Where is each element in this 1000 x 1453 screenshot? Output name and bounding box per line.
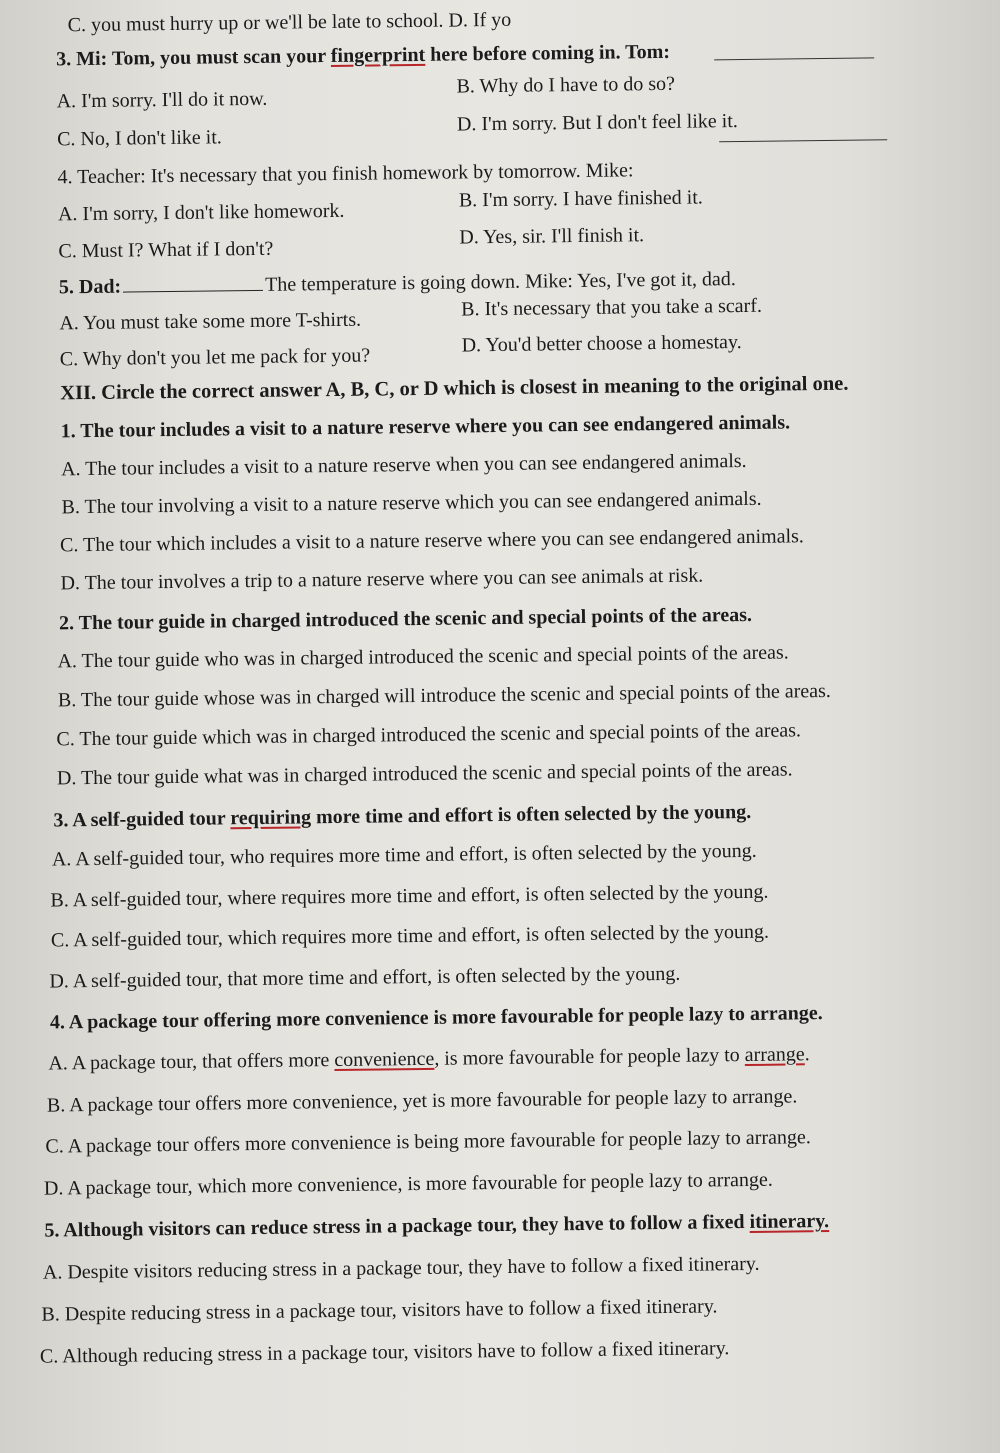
q4-option-b[interactable]: B. I'm sorry. I have finished it. — [458, 186, 703, 212]
prev-option-c: C. you must hurry up or we'll be late to school. D. If yo — [67, 8, 512, 37]
q3-option-d[interactable]: D. I'm sorry. But I don't feel like it. — [456, 110, 738, 136]
s5-option-c[interactable]: C. Although reducing stress in a package tour, visitors have to follow a fixed itinerary. — [39, 1337, 730, 1368]
s3-option-b[interactable]: B. A self-guided tour, where requires more time and effort, is often selected by the young. — [50, 880, 769, 912]
s1-stem: 1. The tour includes a visit to a nature reserve where you can see endangered animals. — [60, 411, 791, 443]
s1-option-d[interactable]: D. The tour involves a trip to a nature reserve where you can see animals at risk. — [60, 564, 704, 595]
s4-option-b[interactable]: B. A package tour offers more convenience, yet is more favourable for people lazy to arrange. — [46, 1085, 798, 1117]
s3-option-d[interactable]: D. A self-guided tour, that more time and effort, is often selected by the young. — [49, 962, 681, 993]
q4-option-c[interactable]: C. Must I? What if I don't? — [58, 237, 274, 263]
s4-option-a[interactable]: A. A package tour, that offers more convenience, is more favourable for people lazy to arrange. — [48, 1043, 810, 1075]
s4-underlined-arrange: arrange — [744, 1043, 805, 1067]
s2-option-a[interactable]: A. The tour guide who was in charged introduced the scenic and special points of the areas. — [57, 641, 789, 673]
s3-option-a[interactable]: A. A self-guided tour, who requires more time and effort, is often selected by the young. — [51, 839, 757, 871]
q3-option-b[interactable]: B. Why do I have to do so? — [456, 72, 676, 98]
s3-option-c[interactable]: C. A self-guided tour, which requires more time and effort, is often selected by the young. — [50, 920, 770, 952]
s1-option-b[interactable]: B. The tour involving a visit to a nature reserve which you can see endangered animals. — [61, 487, 762, 519]
s2-option-d[interactable]: D. The tour guide what was in charged introduced the scenic and special points of the areas. — [56, 758, 793, 790]
q4-stem: 4. Teacher: It's necessary that you finish homework by tomorrow. Mike: — [57, 159, 634, 189]
s4-underlined-convenience: convenience — [334, 1047, 435, 1072]
q5-option-d[interactable]: D. You'd better choose a homestay. — [461, 331, 742, 357]
s5-stem: 5. Although visitors can reduce stress in a package tour, they have to follow a fixed itinerary. — [44, 1210, 830, 1242]
s3-stem: 3. A self-guided tour requiring more time and effort is often selected by the young. — [53, 800, 752, 832]
s5-option-b[interactable]: B. Despite reducing stress in a package tour, visitors have to follow a fixed itinerary. — [41, 1295, 718, 1326]
q3-stem: 3. Mi: Tom, you must scan your fingerprint here before coming in. Tom: — [56, 40, 671, 71]
q5-answer-blank — [123, 274, 263, 293]
q3-underlined-word: fingerprint — [330, 43, 426, 68]
s2-stem: 2. The tour guide in charged introduced the scenic and special points of the areas. — [58, 603, 753, 635]
q5-option-b[interactable]: B. It's necessary that you take a scarf. — [461, 294, 763, 321]
q4-answer-blank — [719, 139, 887, 142]
s4-stem: 4. A package tour offering more convenience is more favourable for people lazy to arrange. — [49, 1002, 823, 1034]
s3-underlined-word: requiring — [230, 806, 312, 830]
s5-option-a[interactable]: A. Despite visitors reducing stress in a package tour, they have to follow a fixed itinerary. — [42, 1252, 760, 1284]
s4-option-d[interactable]: D. A package tour, which more convenience, is more favourable for people lazy to arrange. — [43, 1168, 773, 1200]
q3-option-a[interactable]: A. I'm sorry. I'll do it now. — [56, 87, 268, 113]
q4-option-d[interactable]: D. Yes, sir. I'll finish it. — [459, 224, 645, 249]
q3-answer-blank — [714, 57, 874, 60]
q5-option-c[interactable]: C. Why don't you let me pack for you? — [59, 344, 371, 371]
q3-option-c[interactable]: C. No, I don't like it. — [56, 126, 222, 151]
s2-option-b[interactable]: B. The tour guide whose was in charged will introduce the scenic and special points of the areas. — [57, 679, 831, 712]
s4-option-c[interactable]: C. A package tour offers more convenience is being more favourable for people lazy to arrange. — [45, 1126, 811, 1158]
q5-stem: 5. Dad: The temperature is going down. Mike: Yes, I've got it, dad. — [58, 268, 737, 299]
q4-option-a[interactable]: A. I'm sorry, I don't like homework. — [57, 199, 345, 226]
s2-option-c[interactable]: C. The tour guide which was in charged introduced the scenic and special points of the areas. — [56, 719, 802, 751]
s1-option-c[interactable]: C. The tour which includes a visit to a nature reserve where you can see endangered animals. — [59, 525, 804, 557]
section-heading: XII. Circle the correct answer A, B, C, or D which is closest in meaning to the original one. — [60, 372, 849, 405]
s1-option-a[interactable]: A. The tour includes a visit to a nature reserve when you can see endangered animals. — [61, 449, 747, 481]
q5-option-a[interactable]: A. You must take some more T-shirts. — [59, 308, 362, 335]
s5-underlined-word: itinerary. — [749, 1210, 830, 1233]
